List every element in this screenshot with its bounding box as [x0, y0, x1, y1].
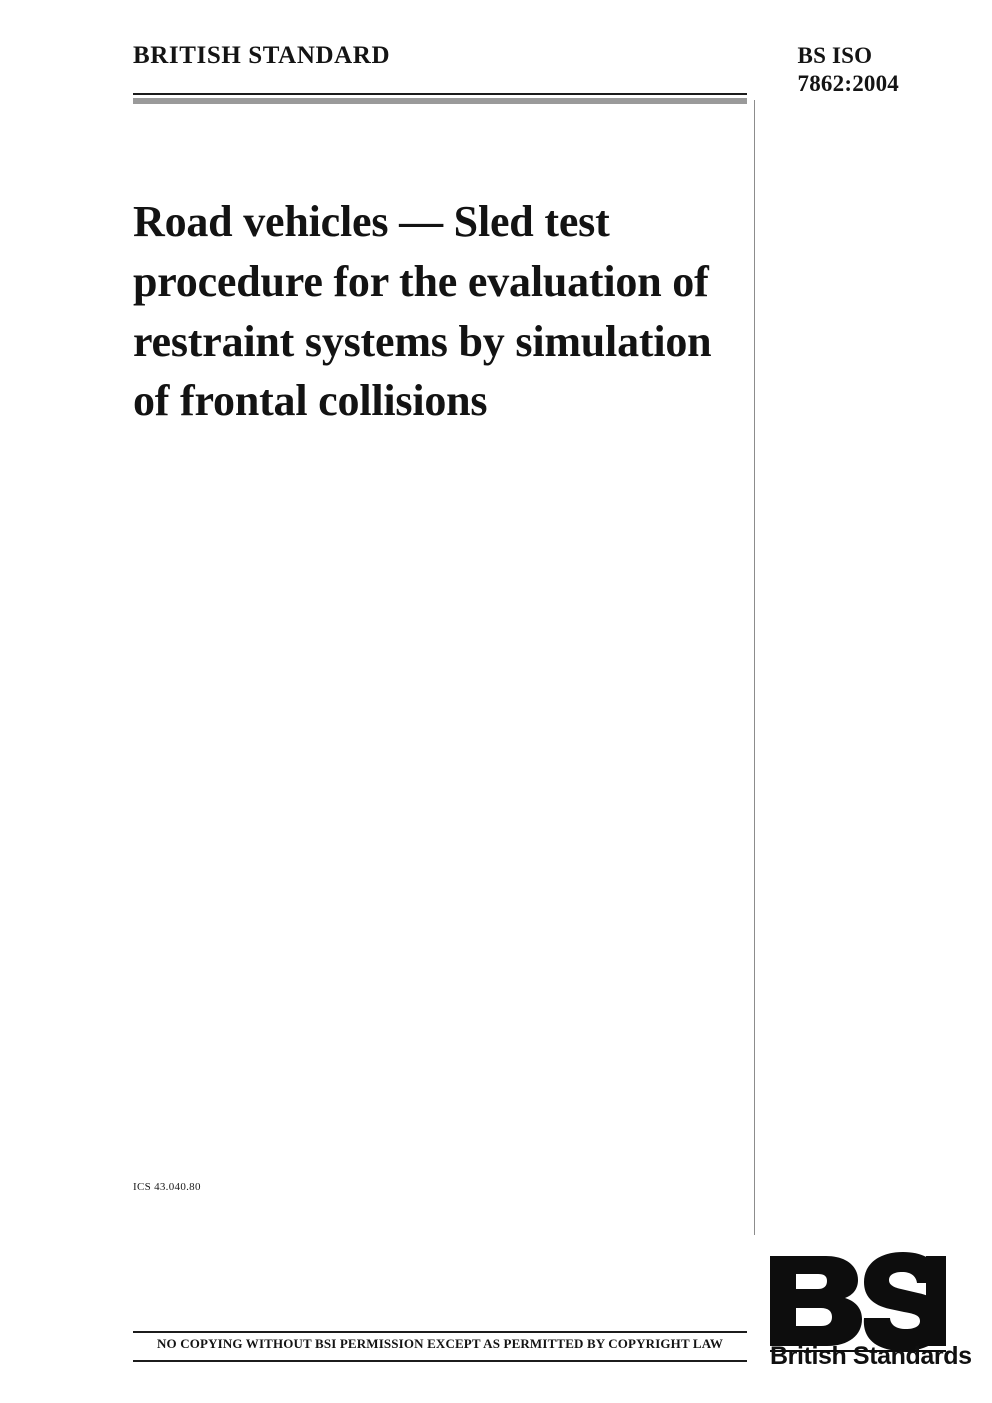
page-title: Road vehicles — Sled test procedure for the evaluation of restraint systems by simulation of frontal collisions	[133, 197, 712, 426]
vertical-divider	[754, 100, 755, 1235]
standard-reference-line1: BS ISO	[797, 43, 873, 68]
standard-reference-line2: 7862:2004	[797, 71, 899, 97]
british-standard-label: BRITISH STANDARD	[133, 42, 391, 69]
header-rule-thin	[133, 93, 747, 95]
footer-rule-top	[133, 1331, 747, 1333]
copyright-notice: NO COPYING WITHOUT BSI PERMISSION EXCEPT AS PERMITTED BY COPYRIGHT LAW	[157, 1336, 723, 1351]
page-header	[133, 42, 947, 98]
ics-code: ICS 43.040.80	[133, 1181, 201, 1193]
header-rule-thick	[133, 98, 747, 104]
footer-rule-bottom	[133, 1360, 747, 1362]
standard-reference	[798, 42, 947, 98]
bsi-logo-subtitle: British Standards	[770, 1342, 972, 1370]
